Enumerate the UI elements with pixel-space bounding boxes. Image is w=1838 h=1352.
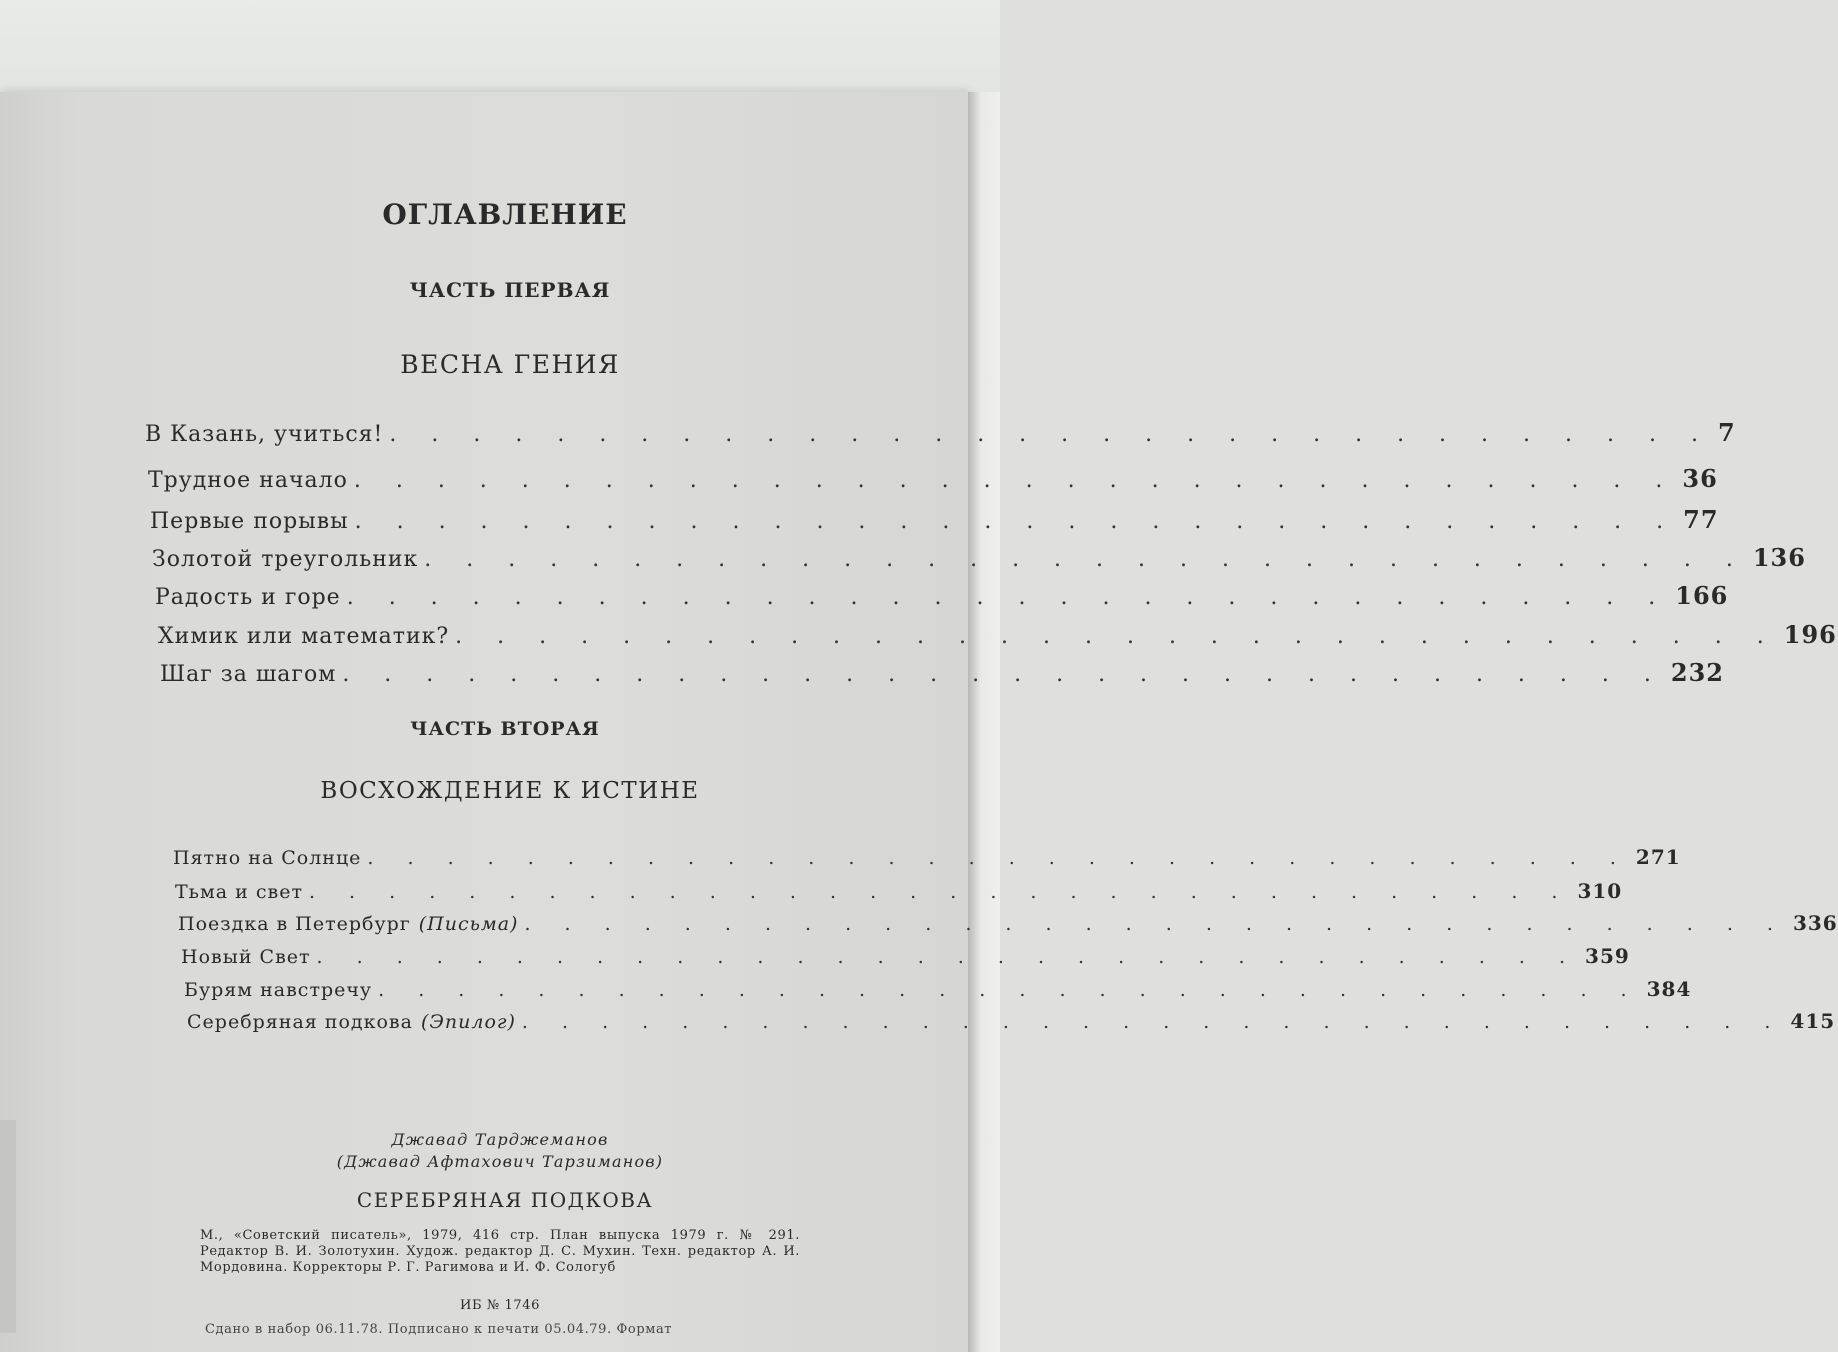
- toc-entry-page: 384: [1646, 977, 1692, 1001]
- toc-entry-page: 166: [1675, 581, 1729, 610]
- toc-entry: [181, 944, 1630, 968]
- toc-entry-page: 196: [1783, 620, 1837, 649]
- toc-entry-label: Тьма и свет: [175, 881, 303, 903]
- toc-entry: [152, 543, 1806, 572]
- toc-entry-page: 336: [1792, 911, 1838, 935]
- toc-entry-page: 136: [1752, 543, 1806, 572]
- leader-dots: . . . . . . . . . . . . . . . . . . . . . . . . . . . . . . . .: [342, 662, 1665, 687]
- ib-number: ИБ № 1746: [460, 1298, 540, 1313]
- leader-dots: . . . . . . . . . . . . . . . . . . . . . . . . . . . . . . . .: [521, 1011, 1785, 1033]
- toc-entry-label: Химик или математик?: [158, 624, 450, 649]
- toc-entry-note: (Эпилог): [420, 1011, 516, 1033]
- page-stack-edge: [0, 1120, 16, 1333]
- toc-entry-label: Новый Свет: [181, 946, 311, 968]
- toc-entry: [148, 464, 1718, 493]
- leader-dots: . . . . . . . . . . . . . . . . . . . . . . . . . . . . . . . .: [346, 585, 1670, 610]
- part-one-section-title: ВЕСНА ГЕНИЯ: [400, 350, 620, 379]
- leader-dots: . . . . . . . . . . . . . . . . . . . . . . . . . . . . . . . .: [308, 881, 1572, 903]
- toc-entry: [175, 879, 1623, 903]
- author-name: Джавад Тарджеманов: [391, 1130, 609, 1149]
- toc-entry-note: (Письма): [418, 913, 519, 935]
- toc-entry-page: 232: [1670, 658, 1724, 687]
- toc-entry-label: Трудное начало: [148, 468, 348, 493]
- toc-entry-page: 77: [1683, 505, 1719, 534]
- toc-entry-label: Первые порывы: [150, 509, 349, 534]
- toc-title: ОГЛАВЛЕНИЕ: [382, 198, 628, 231]
- leader-dots: . . . . . . . . . . . . . . . . . . . . . . . . . . . . . . . .: [524, 913, 1787, 935]
- leader-dots: . . . . . . . . . . . . . . . . . . . . . . . . . . . . . . . .: [354, 509, 1678, 534]
- toc-entry-label: Бурям навстречу: [184, 979, 373, 1001]
- toc-entry-label: Серебряная подкова: [187, 1011, 413, 1033]
- toc-entry: [145, 418, 1736, 447]
- toc-entry-page: 271: [1635, 845, 1681, 869]
- author-full-name: (Джавад Афтахович Тарзиманов): [336, 1152, 664, 1171]
- toc-entry: [178, 911, 1838, 935]
- toc-entry: [187, 1009, 1836, 1033]
- toc-entry: [184, 977, 1692, 1001]
- toc-entry: [158, 620, 1837, 649]
- leader-dots: . . . . . . . . . . . . . . . . . . . . . . . . . . . . . . . .: [378, 979, 1641, 1001]
- toc-entry-page: 310: [1577, 879, 1623, 903]
- toc-entry: [160, 658, 1724, 687]
- leader-dots: . . . . . . . . . . . . . . . . . . . . . . . . . . . . . . . .: [389, 422, 1712, 447]
- toc-entry: [155, 581, 1729, 610]
- book-title: СЕРЕБРЯНАЯ ПОДКОВА: [356, 1188, 654, 1212]
- toc-entry-page: 359: [1585, 944, 1630, 968]
- toc-entry-label: Шаг за шагом: [160, 662, 337, 687]
- page-edge: [968, 92, 1000, 1352]
- leader-dots: . . . . . . . . . . . . . . . . . . . . . . . . . . . . . . . .: [367, 847, 1630, 869]
- cut-off-print-line: Сдано в набор 06.11.78. Подписано к печати 05.04.79. Формат: [205, 1322, 673, 1337]
- toc-entry-page: 415: [1790, 1009, 1836, 1033]
- toc-entry-label: Поездка в Петербург: [178, 913, 411, 935]
- toc-entry-label: Золотой треугольник: [152, 547, 419, 572]
- toc-entry-label: Пятно на Солнце: [173, 847, 362, 869]
- toc-entry-label: В Казань, учиться!: [145, 422, 384, 447]
- imprint-text: М., «Советский писатель», 1979, 416 стр. План выпуска 1979 г. № 291. Редактор В. И. Золотухин. Худож. редактор Д. С. Мухин. Техн. редактор А. И. Мордовина. Корректоры Р. Г. Рагимова и И. Ф. Сологуб: [200, 1228, 800, 1275]
- part-one-label: ЧАСТЬ ПЕРВАЯ: [409, 278, 611, 302]
- toc-entry: [173, 845, 1681, 869]
- leader-dots: . . . . . . . . . . . . . . . . . . . . . . . . . . . . . . . .: [455, 624, 1778, 649]
- toc-entry-page: 36: [1682, 464, 1718, 493]
- toc-entry: [150, 505, 1719, 534]
- leader-dots: . . . . . . . . . . . . . . . . . . . . . . . . . . . . . . . .: [424, 547, 1747, 572]
- leader-dots: . . . . . . . . . . . . . . . . . . . . . . . . . . . . . . . .: [316, 946, 1580, 968]
- toc-entry-page: 7: [1717, 418, 1736, 447]
- part-two-label: ЧАСТЬ ВТОРАЯ: [410, 718, 600, 740]
- part-two-section-title: ВОСХОЖДЕНИЕ К ИСТИНЕ: [320, 778, 700, 804]
- toc-entry-label: Радость и горе: [155, 585, 341, 610]
- leader-dots: . . . . . . . . . . . . . . . . . . . . . . . . . . . . . . . .: [353, 468, 1677, 493]
